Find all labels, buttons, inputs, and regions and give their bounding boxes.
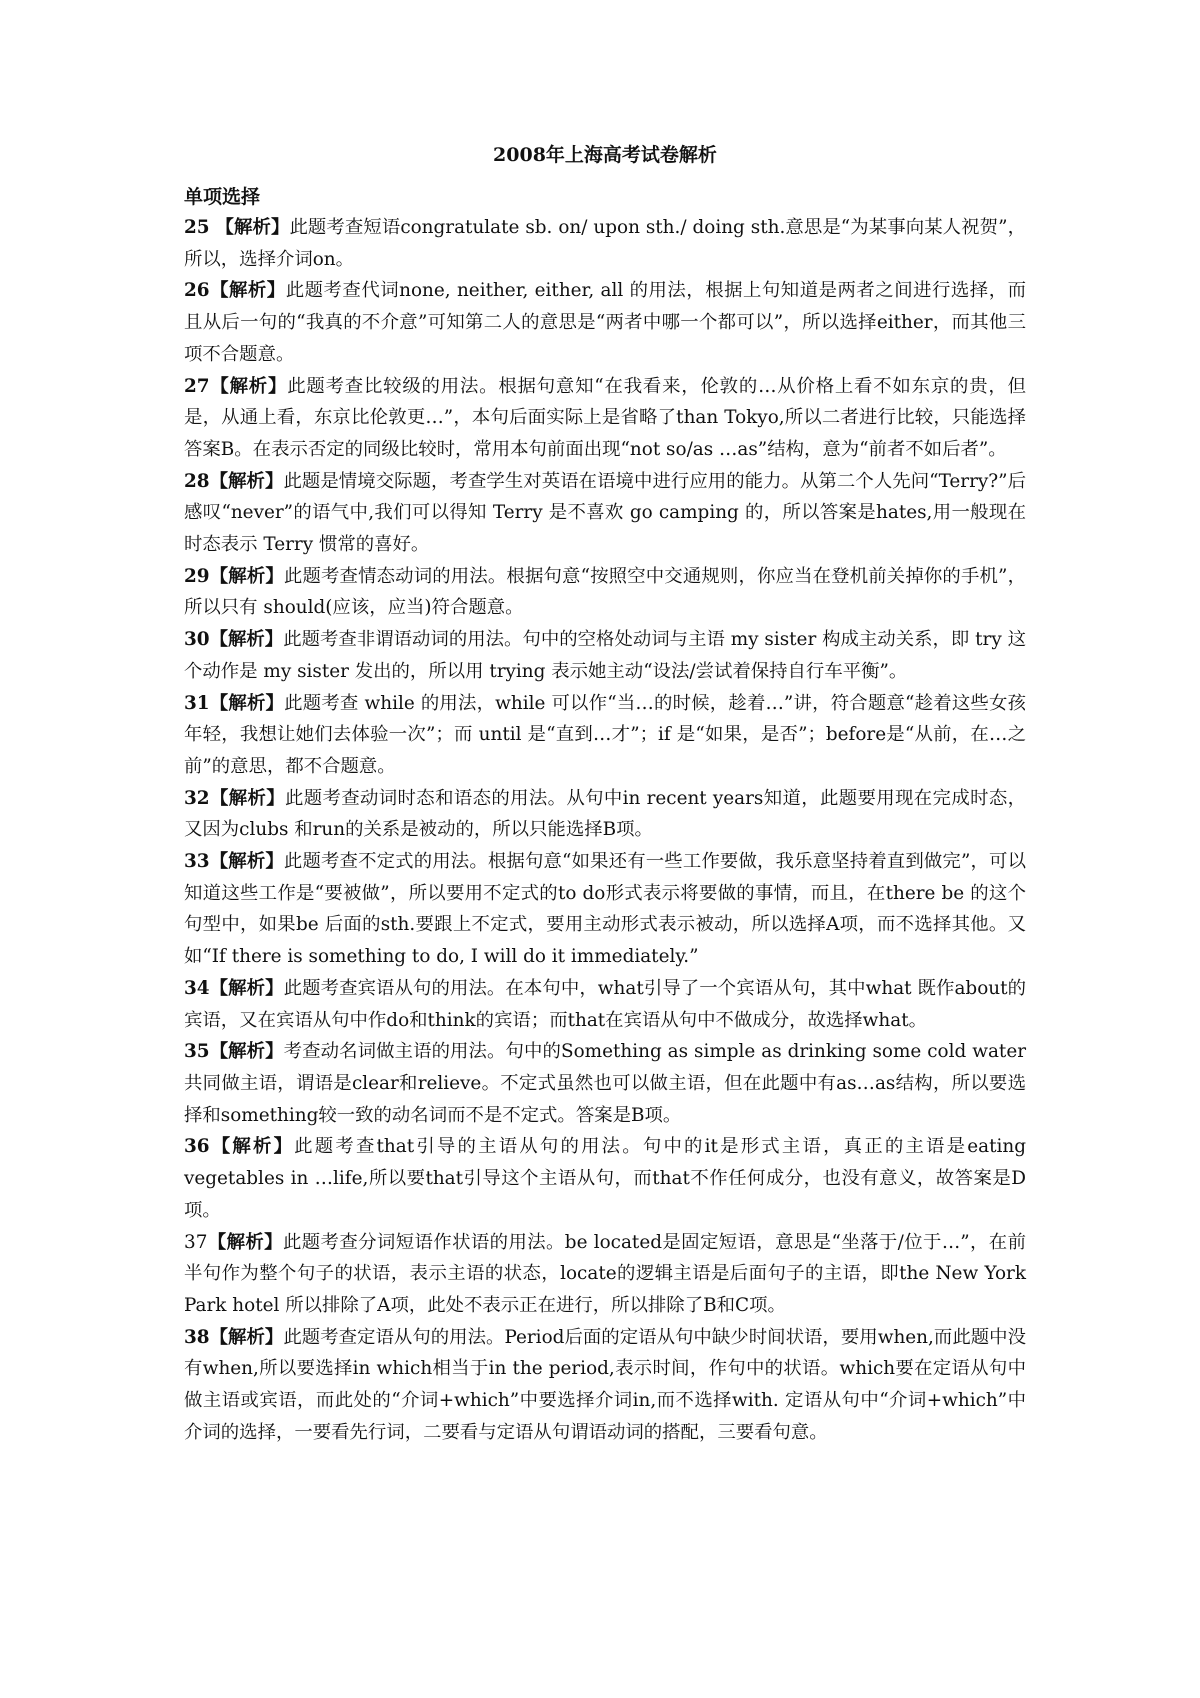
answer-item xyxy=(184,1227,1026,1322)
item-text: 考查动名词做主语的用法。句中的Something as simple as drinking some cold water共同做主语，谓语是clear和relieve。不定式虽然也可以做主语，但在此题中有as…as结构，所以要选择和something较一致的动名词而不是不定式。答案是B项。 xyxy=(184,1041,1026,1126)
item-tag: 【解析】 xyxy=(209,470,284,492)
item-tag: 【解析】 xyxy=(209,629,284,651)
item-text: 此题考查 while 的用法，while 可以作“当…的时候，趁着…”讲，符合题意“趁着这些女孩年轻，我想让她们去体验一次”；而 until 是“直到…才”；if 是“如果，是否”；before是“从前，在…之前”的意思，都不合题意。 xyxy=(184,692,1026,777)
item-text: 此题考查that引导的主语从句的用法。句中的it是形式主语，真正的主语是eating vegetables in …life,所以要that引导这个主语从句，而that不作任何成分，也没有意义，故答案是D项。 xyxy=(184,1136,1026,1221)
answer-item xyxy=(184,846,1026,973)
item-tag: 【解析】 xyxy=(215,217,290,238)
item-number: 32 xyxy=(184,787,210,809)
item-text: 此题考查比较级的用法。根据句意知“在我看来，伦敦的…从价格上看不如东京的贵，但是，从通上看，东京比伦敦更…”，本句后面实际上是省略了than Tokyo,所以二者进行比较，只能选择答案B。在表示否定的同级比较时，常用本句前面出现“not so/as …as”结构，意为“前者不如后者”。 xyxy=(184,375,1026,460)
item-number: 36 xyxy=(184,1136,210,1158)
item-tag: 【解析】 xyxy=(209,565,284,587)
item-number: 27 xyxy=(184,375,210,397)
item-number: 35 xyxy=(184,1041,210,1063)
document-title: 2008年上海高考试卷解析 xyxy=(493,144,717,166)
item-number: 33 xyxy=(184,851,210,873)
item-number: 28 xyxy=(184,470,210,492)
item-text: 此题是情境交际题，考查学生对英语在语境中进行应用的能力。从第二个人先问“Terry?”后感叹“never”的语气中,我们可以得知 Terry 是不喜欢 go camping 的，所以答案是hates,用一般现在时态表示 Terry 惯常的喜好。 xyxy=(184,470,1026,556)
item-number: 38 xyxy=(184,1326,210,1348)
section-heading: 单项选择 xyxy=(184,186,261,208)
answer-item xyxy=(184,1131,1026,1226)
answer-item xyxy=(184,212,1026,275)
item-number: 25 xyxy=(184,217,210,238)
item-tag: 【解析】 xyxy=(209,692,285,714)
item-number: 37 xyxy=(184,1231,208,1253)
item-tag: 【解析】 xyxy=(209,280,286,302)
answer-item xyxy=(184,371,1026,466)
item-text: 此题考查分词短语作状语的用法。be located是固定短语，意思是“坐落于/位于…”，在前半句作为整个句子的状语，表示主语的状态，locate的逻辑主语是后面句子的主语，即the New York Park hotel 所以排除了A项，此处不表示正在进行，所以排除了B和C项。 xyxy=(184,1231,1026,1316)
answer-list xyxy=(184,212,1026,1448)
answer-item xyxy=(184,624,1026,687)
item-text: 此题考查短语congratulate sb. on/ upon sth./ doing sth.意思是“为某事向某人祝贺”，所以，选择介词on。 xyxy=(184,217,1026,270)
item-tag: 【解析】 xyxy=(209,375,288,397)
item-text: 此题考查宾语从句的用法。在本句中，what引导了一个宾语从句，其中what 既作about的宾语，又在宾语从句中作do和think的宾语；而that在宾语从句中不做成分，故选择what。 xyxy=(184,977,1026,1031)
answer-item xyxy=(184,561,1026,624)
item-number: 34 xyxy=(184,977,210,999)
item-number: 31 xyxy=(184,692,210,714)
item-text: 此题考查不定式的用法。根据句意“如果还有一些工作要做，我乐意坚持着直到做完”，可以知道这些工作是“要被做”，所以要用不定式的to do形式表示将要做的事情，而且，在there be 的这个句型中，如果be 后面的sth.要跟上不定式，要用主动形式表示被动，所以选择A项，而不选择其他。又如“If there is something to do, I will do it immediately.” xyxy=(184,851,1026,968)
item-tag: 【解析】 xyxy=(209,851,284,873)
answer-item xyxy=(184,1036,1026,1131)
item-number: 26 xyxy=(184,280,210,302)
item-tag: 【解析】 xyxy=(209,1136,295,1158)
item-text: 此题考查情态动词的用法。根据句意“按照空中交通规则，你应当在登机前关掉你的手机”，所以只有 should(应该，应当)符合题意。 xyxy=(184,565,1026,619)
document-page xyxy=(184,140,1026,1448)
answer-item xyxy=(184,275,1026,370)
answer-item xyxy=(184,1322,1026,1449)
item-tag: 【解析】 xyxy=(207,1231,283,1253)
item-tag: 【解析】 xyxy=(209,1326,284,1348)
answer-item xyxy=(184,688,1026,783)
item-tag: 【解析】 xyxy=(209,977,284,999)
item-number: 29 xyxy=(184,565,210,587)
item-text: 此题考查代词none, neither, either, all 的用法，根据上句知道是两者之间进行选择，而且从后一句的“我真的不介意”可知第二人的意思是“两者中哪一个都可以”，所以选择either，而其他三项不合题意。 xyxy=(184,280,1026,365)
item-number: 30 xyxy=(184,629,210,651)
item-tag: 【解析】 xyxy=(209,1041,284,1063)
item-text: 此题考查定语从句的用法。Period后面的定语从句中缺少时间状语，要用when,而此题中没有when,所以要选择in which相当于in the period,表示时间，作句中的状语。which要在定语从句中做主语或宾语，而此处的“介词+which”中要选择介词in,而不选择with. 定语从句中“介词+which”中介词的选择，一要看先行词，二要看与定语从句谓语动词的搭配，三要看句意。 xyxy=(184,1326,1026,1443)
item-text: 此题考查非谓语动词的用法。句中的空格处动词与主语 my sister 构成主动关系，即 try 这个动作是 my sister 发出的，所以用 trying 表示她主动“设法/尝试着保持自行车平衡”。 xyxy=(184,629,1026,682)
item-text: 此题考查动词时态和语态的用法。从句中in recent years知道，此题要用现在完成时态，又因为clubs 和run的关系是被动的，所以只能选择B项。 xyxy=(184,787,1026,841)
answer-item xyxy=(184,783,1026,846)
answer-item xyxy=(184,466,1026,561)
item-tag: 【解析】 xyxy=(209,787,285,809)
answer-item xyxy=(184,973,1026,1036)
